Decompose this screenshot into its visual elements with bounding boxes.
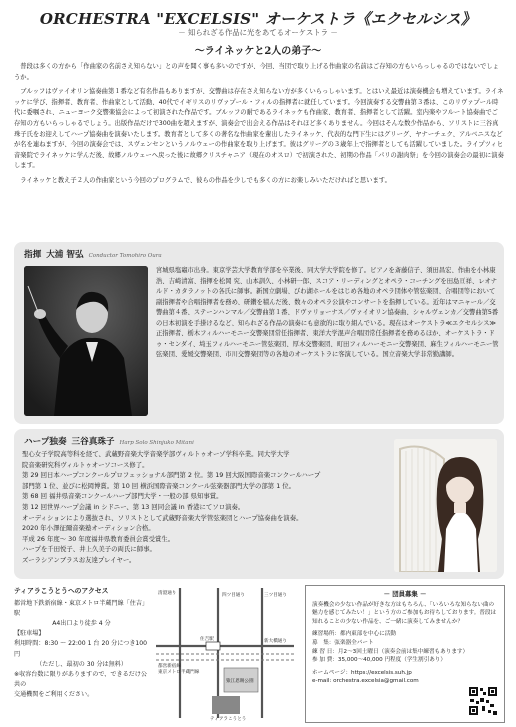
access-title: ティアラこうとうへのアクセス [14,587,109,595]
recruitment-text: 演奏機会の少ない作品が好きな方はもちろん、「いろいろな知らない曲の魅力を感じてみたい！」という方のご参加もお待ちしております。普段は知れることの少ない作品を、ご一緒に演奏してみませんか？ [312,601,497,625]
access-line: 交通機関をご利用ください。 [14,690,94,698]
qr-code-icon [468,686,498,716]
harpist-bio-line: 2020 年小澤征爾音楽塾オーディション合格。 [22,524,155,533]
intro-paragraph-3: ライネッケと教え子２人の作曲家という今回のプログラムで、彼らの作品を少しでも多くの方にお楽しみいただければと思います。 [20,176,391,184]
map-label: 東京メトロ半蔵門線 [158,670,200,675]
harpist-bio-line: ズーラシアンブラスお友達プレイヤー。 [22,555,136,564]
harpist-bio-line: 部門第 1 位、並びに松岡博賞。第 10 回 横浜国際音楽コンクール弦楽器部門大学の部第 1 位。 [22,481,296,490]
map-label: 新大橋通り [264,639,287,644]
conductor-role: 指揮 [24,250,42,260]
map-label: 四ツ目通り [222,593,245,598]
map-label: 都営新宿線 [158,664,181,669]
harpist-bio-line: 平成 26 年度～ 30 年度福井県教育委員会賞受賞生。 [22,534,175,543]
harpist-roman-name: Harp Solo Shinjuko Mitani [119,440,194,446]
concert-title: ORCHESTRA "EXCELSIS" オーケストラ《エクセルシス》 [39,10,477,28]
access-line: ※収容台数に限りがありますので、できるだけ公共の [14,670,147,688]
conductor-biography: 宮城県塩竈市出身。東京学芸大学教育学部を卒業後、同大学大学院を修了。ピアノを斎藤信子、須田昌宏、作曲を小林康浩、吉崎清富、指揮を松岡 究、山本訓久、小林研一郎、スコア・リーディングとオペラ・コーチングを田島亘祥、レオナルド・カタラノットの各氏に師事。新国立劇場、びわ湖ホールをはじめ各地のオペラ団体や管弦楽団、合唱団等において副指揮者や合唱指揮者を務め、研鑽を積んだ後、数々のオペラ公演やコンサートを指揮している。近年はマニャール／交響曲第４番、ステーンハンマル／交響曲第１番、ドヴァリョーナス／ヴァイオリン協奏曲、シャルヴェンカ／交響曲第5番の日本初演を手掛けるなど、知られざる作品の演奏にも意欲的に取り組んでいる。現在はオーケストラ≪エクセルシス≫正指揮者、栃木フィルハーモニー交響楽団常任指揮者、東洋大学混声合唱団常任指揮者を務めるほか、オーケストラ・ドゥ・センダイ、埼玉フィルハーモニー管弦楽団、厚木交響楽団、町田フィルハーモニー交響楽団、麻生フィルハーモニー管弦楽団、愛媛交響楽団、市川交響楽団等の各地のオーケストラに客演している。国立音楽大学非常勤講師。 [156,267,499,358]
access-info [14,586,149,700]
access-line: （ただし、最初の 30 分は無料） [36,660,127,668]
harpist-bio-line: オーディションにより選抜され、ソリストとして武蔵野音楽大学管弦楽団とハープ協奏曲を演奏。 [22,513,303,522]
harpist-biography [22,449,388,566]
harpist-bio-line: 院音楽研究科ヴィルトゥオーソコース修了。 [22,460,149,469]
map-label: 三ツ目通り [264,593,287,598]
map-label: ティアラこうとう [210,717,247,722]
map-label: 猿江恩賜公園 [226,679,254,684]
conductor-roman-name: Conductor Tomohiro Oura [88,253,162,259]
venue-map [152,584,298,722]
harpist-bio-line: 聖心女子学院高等科を経て、武蔵野音楽大学音楽学部ヴィルトゥオーゾ学科卒業。同大学大学 [22,450,290,458]
homepage-link[interactable]: ホームページ：https://excelsis.suh.jp [312,669,412,676]
access-line: 利用時間：8:30 ～ 22:00 1 台 20 分につき100円 [14,640,148,658]
harpist-bio-line: 第 29 回日本ハープコンクールプロフェッショナル部門第 2 位。第 19 回大阪国際音楽コンクールハープ [22,471,321,480]
recruitment-row: 練習場所：都内東部を中心に活動 [312,631,396,638]
conductor-name-row [24,248,162,260]
intro-paragraph-2: ブルッフはヴァイオリン協奏曲第１番など有名作品もありますが、交響曲は存在さえ知らない方が多くいらっしゃいます。とはいえ最近は演奏機会も増えています。ライネッケに学び、指揮者、教育者、作曲家として活動、40代でイギリスのリヴァプール・フィルの指揮者に就任しています。今回演奏する交響曲第３番は、このリヴァプール時代に委嘱され、ニューヨーク交響楽協会によって初演された作品です。ブルッフの耐であるライネッケも作曲家、教育者、指揮者として活躍。室内楽やフルート協奏曲でご存知の方もいらっしゃるでしょう。出版作品だけで300曲を超えますが、演奏会で出会える作品はそれほど多くありません。今回はそんな数少作品から、ソリストに三谷真珠子氏をお迎えしてハープ協奏曲を演奏いたします。教育者として多くの著名な作曲家を輩出したライネッケ、代表的な門下生にはグリーグ、ヤナーチェク、アルベニスなどが名を連ねますが、今回の演奏会では、スヴェンセンというノルウェーの作曲家を取り上げます。彼はグリーグの３歳年上で指揮者としても活躍していました。ライプツィヒ音楽院でライネッケに学んだ後、故郷ノルウェーへ戻った後に故郷クリスチャニア（現在のオスロ）で初演された、初期の作品「パリの謝肉祭」を今回の演奏会の最初に演奏します。 [14,88,504,170]
harpist-name: 三谷真珠子 [71,437,115,447]
recruitment-row: 募 集：弦楽器全パート [312,639,374,646]
access-line: 【駐車場】 [14,630,45,638]
program-heading: ～ライネッケと2人の弟子～ [194,46,322,57]
map-label: 清澄通り [158,591,177,596]
harpist-bio-line: 第 12 回世界ハープ会議 in シドニー、第 13 回同会議 in 香港にてソロ演奏。 [22,502,245,511]
access-line: 都営地下鉄新宿線・東京メトロ半蔵門線「住吉」駅 [14,600,149,618]
map-label: 住吉駅 [200,637,214,642]
recruitment-title: － 団員募集 － [383,590,427,598]
harpist-bio-line: 第 68 回 福井県音楽コンクールハープ部門大学・一般の部 県知事賞。 [22,492,223,501]
access-line: A4出口より徒歩 4 分 [52,620,111,628]
conductor-photo [24,266,148,416]
harpist-bio-line: ハープを千田悦子、井上久美子の両氏に師事。 [22,545,156,554]
member-recruitment-box [305,585,505,723]
orchestra-tagline: － 知られざる作品に光をあてるオーケストラ － [178,28,338,37]
harpist-panel [14,429,504,579]
email-address[interactable]: e-mail: orchestra.excelsia@gmail.com [312,678,419,685]
harpist-name-row [24,435,194,447]
intro-paragraph-1: 普段は多くの方から「作曲家の名前さえ知らない」との声を聞く事も多いのですが、今回、当団で取り上げる作曲家の名前はご存知の方もいらっしゃるのではないでしょうか。 [14,63,499,81]
intro-text [14,62,504,191]
harpist-role: ハープ独奏 [24,437,67,447]
conductor-panel [14,242,504,424]
recruitment-row: 練 習 日：月2～3回土曜日（演奏会前は集中練習もあります） [312,648,469,655]
recruitment-row: 参 加 費：35,000～40,000 円程度（学生割引あり） [312,657,446,664]
harpist-photo [394,439,497,572]
conductor-name: 大浦 智弘 [46,250,84,260]
